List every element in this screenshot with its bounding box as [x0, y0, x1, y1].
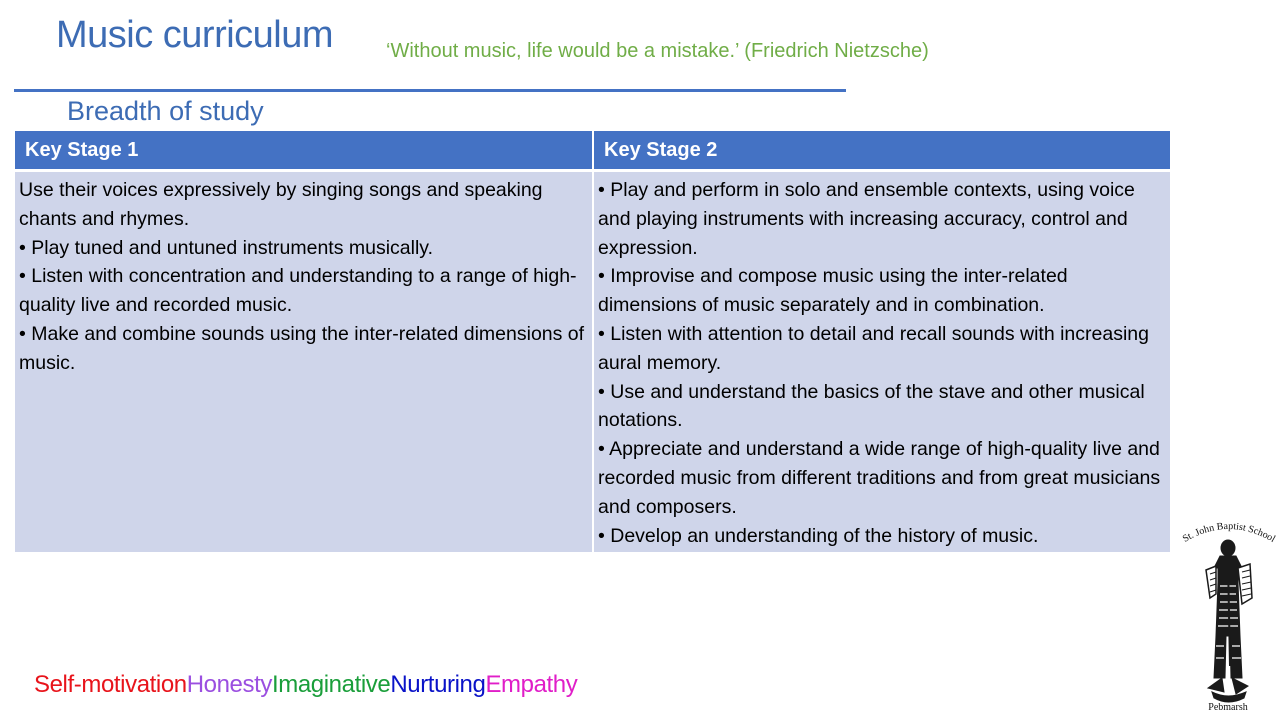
ks2-item: • Listen with attention to detail and recall sounds with increasing aural memory.	[598, 322, 1149, 374]
logo-school-name: St. John Baptist School	[1180, 520, 1278, 545]
header-key-stage-2: Key Stage 2	[592, 131, 1170, 169]
ks2-item: • Use and understand the basics of the stave and other musical notations.	[598, 380, 1145, 432]
brass-rubbing-knight-icon	[1206, 540, 1252, 702]
ks1-item: Use their voices expressively by singing songs and speaking chants and rhymes.	[19, 179, 543, 230]
ks1-item: • Play tuned and untuned instruments musically.	[19, 236, 434, 259]
cell-key-stage-2	[592, 169, 1170, 552]
value-nurturing: Nurturing	[390, 671, 486, 698]
ks2-item: • Play and perform in solo and ensemble contexts, using voice and playing instruments with increasing accuracy, control and expression.	[598, 179, 1135, 259]
breadth-of-study-table	[15, 131, 1170, 552]
school-values	[34, 671, 577, 699]
ks1-item: • Make and combine sounds using the inter-related dimensions of music.	[19, 322, 585, 374]
ks1-item: • Listen with concentration and understanding to a range of high-quality live and recorded music.	[19, 265, 577, 317]
title-divider	[14, 89, 846, 92]
ks2-item: • Develop an understanding of the history of music.	[598, 524, 1039, 547]
page-title: Music curriculum	[56, 14, 334, 56]
logo-place-name: Pebmarsh	[1208, 702, 1248, 713]
value-honesty: Honesty	[186, 671, 272, 698]
section-subtitle: Breadth of study	[67, 96, 264, 126]
ks2-item: • Improvise and compose music using the inter-related dimensions of music separately and in combination.	[598, 265, 1068, 317]
value-empathy: Empathy	[485, 671, 578, 698]
school-logo	[1176, 516, 1280, 716]
cell-key-stage-1	[15, 169, 592, 552]
value-self-motivation: Self-motivation	[34, 671, 187, 698]
quote-text: ‘Without music, life would be a mistake.’ (Friedrich Nietzsche)	[386, 40, 929, 62]
ks2-item: • Appreciate and understand a wide range of high-quality live and recorded music from different traditions and from great musicians and composers.	[598, 438, 1161, 518]
value-imaginative: Imaginative	[271, 671, 391, 698]
header-key-stage-1: Key Stage 1	[15, 131, 592, 169]
